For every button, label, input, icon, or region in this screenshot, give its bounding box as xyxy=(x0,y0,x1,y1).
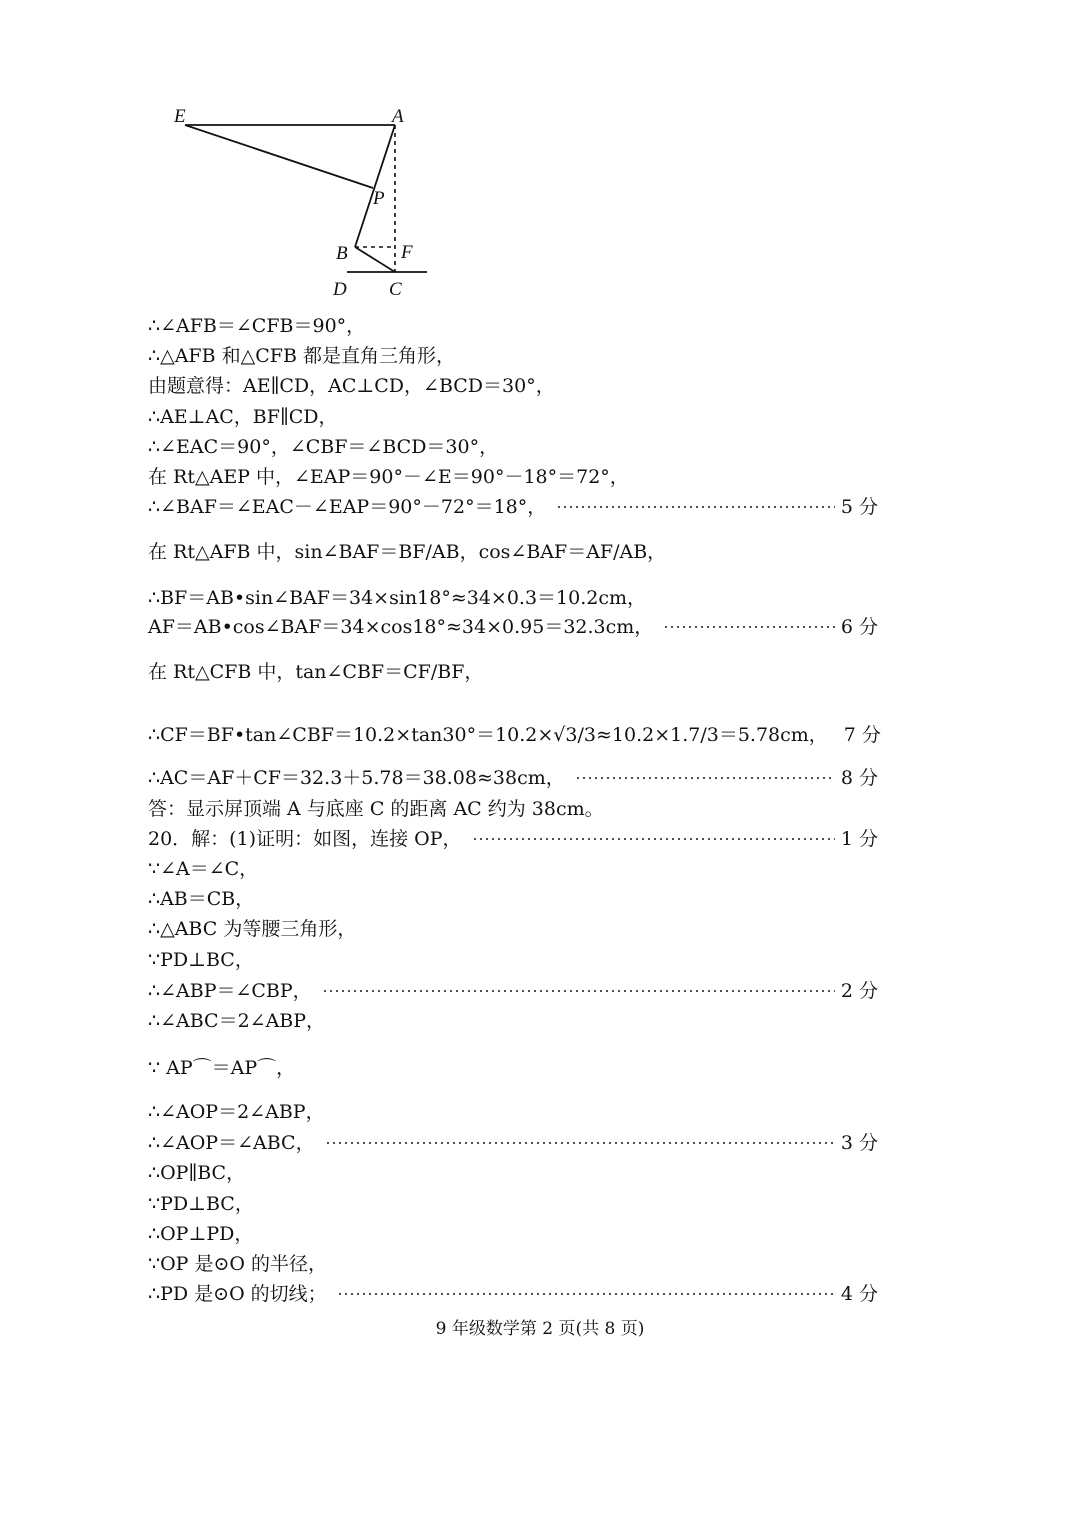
geometry-figure xyxy=(160,100,460,305)
line-text: ∴∠BAF＝∠EAC－∠EAP＝90°－72°＝18°， xyxy=(148,496,547,518)
line-1 xyxy=(148,311,878,341)
score-label: 7 分 xyxy=(843,724,881,746)
line-text: 在 Rt△AFB 中，sin∠BAF＝BF/AB，cos∠BAF＝AF/AB， xyxy=(148,541,667,563)
leader-dots xyxy=(322,990,835,992)
line-19 xyxy=(148,945,878,975)
line-13 xyxy=(148,763,878,793)
line-24 xyxy=(148,1128,878,1158)
line-text: ∴∠AOP＝∠ABC， xyxy=(148,1132,315,1154)
line-text: ∴∠ABC＝2∠ABP， xyxy=(148,1010,326,1032)
segment-AB xyxy=(355,125,395,247)
line-text: ∴AC＝AF＋CF＝32.3＋5.78＝38.08≈38cm， xyxy=(148,767,565,789)
leader-dots xyxy=(472,838,835,840)
line-18 xyxy=(148,914,878,944)
line-4 xyxy=(148,402,878,432)
line-27 xyxy=(148,1219,878,1249)
line-text: ∵ AP⌒＝AP⌒， xyxy=(148,1057,296,1079)
score-label: 1 分 xyxy=(840,828,878,850)
line-text: ∴PD 是⊙O 的切线； xyxy=(148,1283,327,1305)
line-23 xyxy=(148,1097,878,1127)
line-text: ∵PD⊥BC， xyxy=(148,949,254,971)
score-label: 4 分 xyxy=(840,1283,878,1305)
score-label: 2 分 xyxy=(840,980,878,1002)
score-label: 6 分 xyxy=(840,616,878,638)
line-14 xyxy=(148,794,878,824)
line-6 xyxy=(148,462,878,492)
figure-svg xyxy=(160,100,460,305)
line-29 xyxy=(148,1279,878,1309)
line-3 xyxy=(148,371,878,401)
line-text: ∴AB＝CB， xyxy=(148,888,255,910)
line-9 xyxy=(148,583,878,613)
line-26 xyxy=(148,1189,878,1219)
line-text: ∴△ABC 为等腰三角形， xyxy=(148,918,357,940)
leader-dots xyxy=(325,1142,835,1144)
line-21 xyxy=(148,1006,878,1036)
line-text: ∴∠AOP＝2∠ABP， xyxy=(148,1101,325,1123)
line-text: ∴∠AFB＝∠CFB＝90°， xyxy=(148,315,366,337)
line-text: ∴△AFB 和△CFB 都是直角三角形， xyxy=(148,345,455,367)
line-2 xyxy=(148,341,878,371)
label-F: F xyxy=(401,242,413,263)
line-text: ∴AE⊥AC，BF∥CD， xyxy=(148,406,338,428)
line-text: ∴BF＝AB•sin∠BAF＝34×sin18°≈34×0.3＝10.2cm， xyxy=(148,587,647,609)
score-label: 5 分 xyxy=(840,496,878,518)
line-11 xyxy=(148,657,878,687)
line-text: ∴CF＝BF•tan∠CBF＝10.2×tan30°＝10.2×√3/3≈10.2×1.7/3＝5.78cm， xyxy=(148,724,828,746)
line-text: ∴∠EAC＝90°，∠CBF＝∠BCD＝30°， xyxy=(148,436,499,458)
score-label: 3 分 xyxy=(840,1132,878,1154)
line-16 xyxy=(148,854,878,884)
line-28 xyxy=(148,1249,878,1279)
label-P: P xyxy=(373,188,385,209)
segment-BC xyxy=(355,247,395,272)
line-8 xyxy=(148,537,878,567)
line-text: 答：显示屏顶端 A 与底座 C 的距离 AC 约为 38cm。 xyxy=(148,798,604,820)
line-17 xyxy=(148,884,878,914)
label-C: C xyxy=(389,279,402,300)
line-text: ∵OP 是⊙O 的半径， xyxy=(148,1253,328,1275)
line-22 xyxy=(148,1053,878,1083)
label-A: A xyxy=(392,106,404,127)
line-text: ∵PD⊥BC， xyxy=(148,1193,254,1215)
line-text: ∵∠A＝∠C， xyxy=(148,858,259,880)
leader-dots xyxy=(663,626,835,628)
leader-dots xyxy=(556,506,835,508)
line-text: ∴OP⊥PD， xyxy=(148,1223,254,1245)
line-text: AF＝AB•cos∠BAF＝34×cos18°≈34×0.95＝32.3cm， xyxy=(148,616,654,638)
line-text: 由题意得：AE∥CD，AC⊥CD，∠BCD＝30°， xyxy=(148,375,555,397)
line-25 xyxy=(148,1158,878,1188)
line-12 xyxy=(148,720,881,750)
line-text: ∴OP∥BC， xyxy=(148,1162,246,1184)
leader-dots xyxy=(575,777,835,779)
line-15 xyxy=(148,824,878,854)
label-E: E xyxy=(174,106,186,127)
page-footer: 9 年级数学第 2 页(共 8 页) xyxy=(435,1319,645,1339)
line-5 xyxy=(148,432,878,462)
line-text: 在 Rt△AEP 中，∠EAP＝90°－∠E＝90°－18°＝72°， xyxy=(148,466,629,488)
line-20 xyxy=(148,976,878,1006)
line-text: 20．解：(1)证明：如图，连接 OP， xyxy=(148,828,462,850)
label-D: D xyxy=(333,279,347,300)
segment-EP xyxy=(185,125,373,188)
line-10 xyxy=(148,612,878,642)
line-text: ∴∠ABP＝∠CBP， xyxy=(148,980,312,1002)
line-7 xyxy=(148,492,878,522)
leader-dots xyxy=(337,1293,835,1295)
label-B: B xyxy=(336,243,348,264)
score-label: 8 分 xyxy=(840,767,878,789)
line-text: 在 Rt△CFB 中，tan∠CBF＝CF/BF， xyxy=(148,661,484,683)
